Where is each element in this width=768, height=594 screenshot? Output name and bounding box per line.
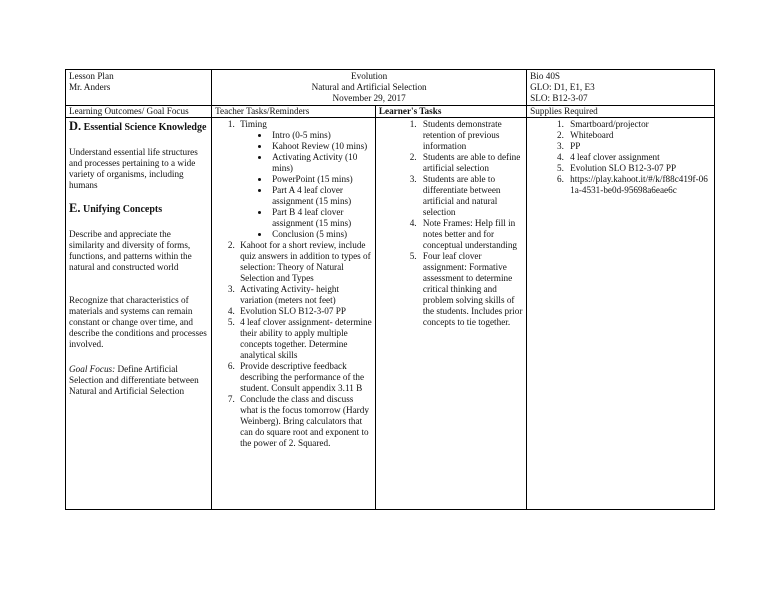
supply-item: 3. PP — [566, 141, 711, 152]
section-e-letter: E. — [69, 201, 81, 215]
teacher-task-item: 6. Provide descriptive feedback describing the performance of the student. Consult appendix 3.11 B — [237, 361, 372, 394]
teacher-task-item: 2. Kahoot for a short review, include quiz answers in addition to types of selection: Theory of Natural Selection and Types — [237, 240, 372, 284]
section-d-text: Understand essential life structures and processes pertaining to a wide variety of organisms, including humans — [69, 147, 198, 190]
learner-task-item: 5. Four leaf clover assignment: Formative assessment to determine critical thinking and problem solving skills of the students. Includes prior concepts to tie together. — [419, 251, 523, 328]
lesson-plan-label: Lesson Plan — [69, 71, 114, 81]
subheader-row — [66, 106, 715, 118]
timing-item: • Kahoot Review (10 mins) — [270, 141, 372, 152]
glo-codes: GLO: D1, E1, E3 — [530, 82, 595, 92]
kahoot-link[interactable]: 6. https://play.kahoot.it/#/k/f88c419f-061a-4531-be0d-95698a6eae6c — [566, 174, 711, 196]
learner-task-item: 1. Students demonstrate retention of previous information — [419, 119, 523, 152]
timing-item: • Activating Activity (10 mins) — [270, 152, 372, 174]
timing-list — [240, 130, 372, 240]
supply-item: 4. 4 leaf clover assignment — [566, 152, 711, 163]
supply-item: 2. Whiteboard — [566, 130, 711, 141]
learner-task-list — [379, 119, 523, 328]
subheader-supplies: Supplies Required — [527, 106, 715, 118]
section-e-title: Unifying Concepts — [82, 204, 163, 215]
teacher-task-item: 3. Activating Activity- height variation (meters not feet) — [237, 284, 372, 306]
goal-focus-label: Goal Focus: — [69, 364, 116, 374]
timing-item: • Part A 4 leaf clover assignment (15 mins) — [270, 185, 372, 207]
timing-item: • Part B 4 leaf clover assignment (15 mins) — [270, 207, 372, 229]
slo-code: SLO: B12-3-07 — [530, 93, 588, 103]
outcomes-cell — [66, 118, 212, 510]
goal-focus — [69, 364, 208, 397]
teacher-task-list — [215, 119, 372, 449]
teacher-name: Mr. Anders — [69, 82, 111, 92]
teacher-task-item: 4. Evolution SLO B12-3-07 PP — [237, 306, 372, 317]
supplies-list — [530, 119, 711, 196]
section-e-text-2: Recognize that characteristics of materials and systems can remain constant or change over time, and describe the conditions and processes involved. — [69, 295, 207, 349]
header-row — [66, 70, 715, 106]
learner-tasks-cell — [375, 118, 526, 510]
subheader-outcomes: Learning Outcomes/ Goal Focus — [66, 106, 212, 118]
header-lesson-cell — [66, 70, 212, 106]
header-topic-cell — [212, 70, 527, 106]
goal-focus-text: Define Artificial Selection and differentiate between Natural and Artificial Selection — [69, 364, 199, 396]
supply-item: 1. Smartboard/projector — [566, 119, 711, 130]
teacher-tasks-cell — [212, 118, 376, 510]
section-d-title: Essential Science Knowledge — [83, 122, 207, 133]
timing-item: • PowerPoint (15 mins) — [270, 174, 372, 185]
lesson-plan-table — [65, 69, 715, 510]
content-row — [66, 118, 715, 510]
timing-item: • Intro (0-5 mins) — [270, 130, 372, 141]
subheader-teacher: Teacher Tasks/Reminders — [212, 106, 376, 118]
section-d-heading — [69, 121, 208, 133]
supply-item: 5. Evolution SLO B12-3-07 PP — [566, 163, 711, 174]
learner-task-item: 4. Note Frames: Help fill in notes better and for conceptual understanding — [419, 218, 523, 251]
subheader-learner: Learner's Tasks — [375, 106, 526, 118]
learner-task-item: 3. Students are able to differentiate between artificial and natural selection — [419, 174, 523, 218]
timing-label: Timing — [240, 119, 267, 129]
course-code: Bio 40S — [530, 71, 561, 81]
learner-task-item: 2. Students are able to define artificial selection — [419, 152, 523, 174]
header-course-cell — [527, 70, 715, 106]
lesson-date: November 29, 2017 — [332, 93, 406, 103]
teacher-task-timing — [237, 119, 372, 240]
section-d-letter: D. — [69, 119, 82, 133]
timing-item: • Conclusion (5 mins) — [270, 229, 372, 240]
section-e-text-1: Describe and appreciate the similarity and diversity of forms, functions, and patterns within the natural and constructed world — [69, 229, 192, 272]
teacher-task-item: 7. Conclude the class and discuss what is the focus tomorrow (Hardy Weinberg). Bring calculators that can do square root and exponent to the power of 2. Squared. — [237, 394, 372, 449]
supplies-cell — [527, 118, 715, 510]
teacher-task-item: 5. 4 leaf clover assignment- determine their ability to apply multiple concepts together. Determine analytical skills — [237, 317, 372, 361]
unit-title: Evolution — [350, 71, 388, 81]
lesson-title: Natural and Artificial Selection — [311, 82, 427, 92]
section-e-heading — [69, 203, 208, 215]
